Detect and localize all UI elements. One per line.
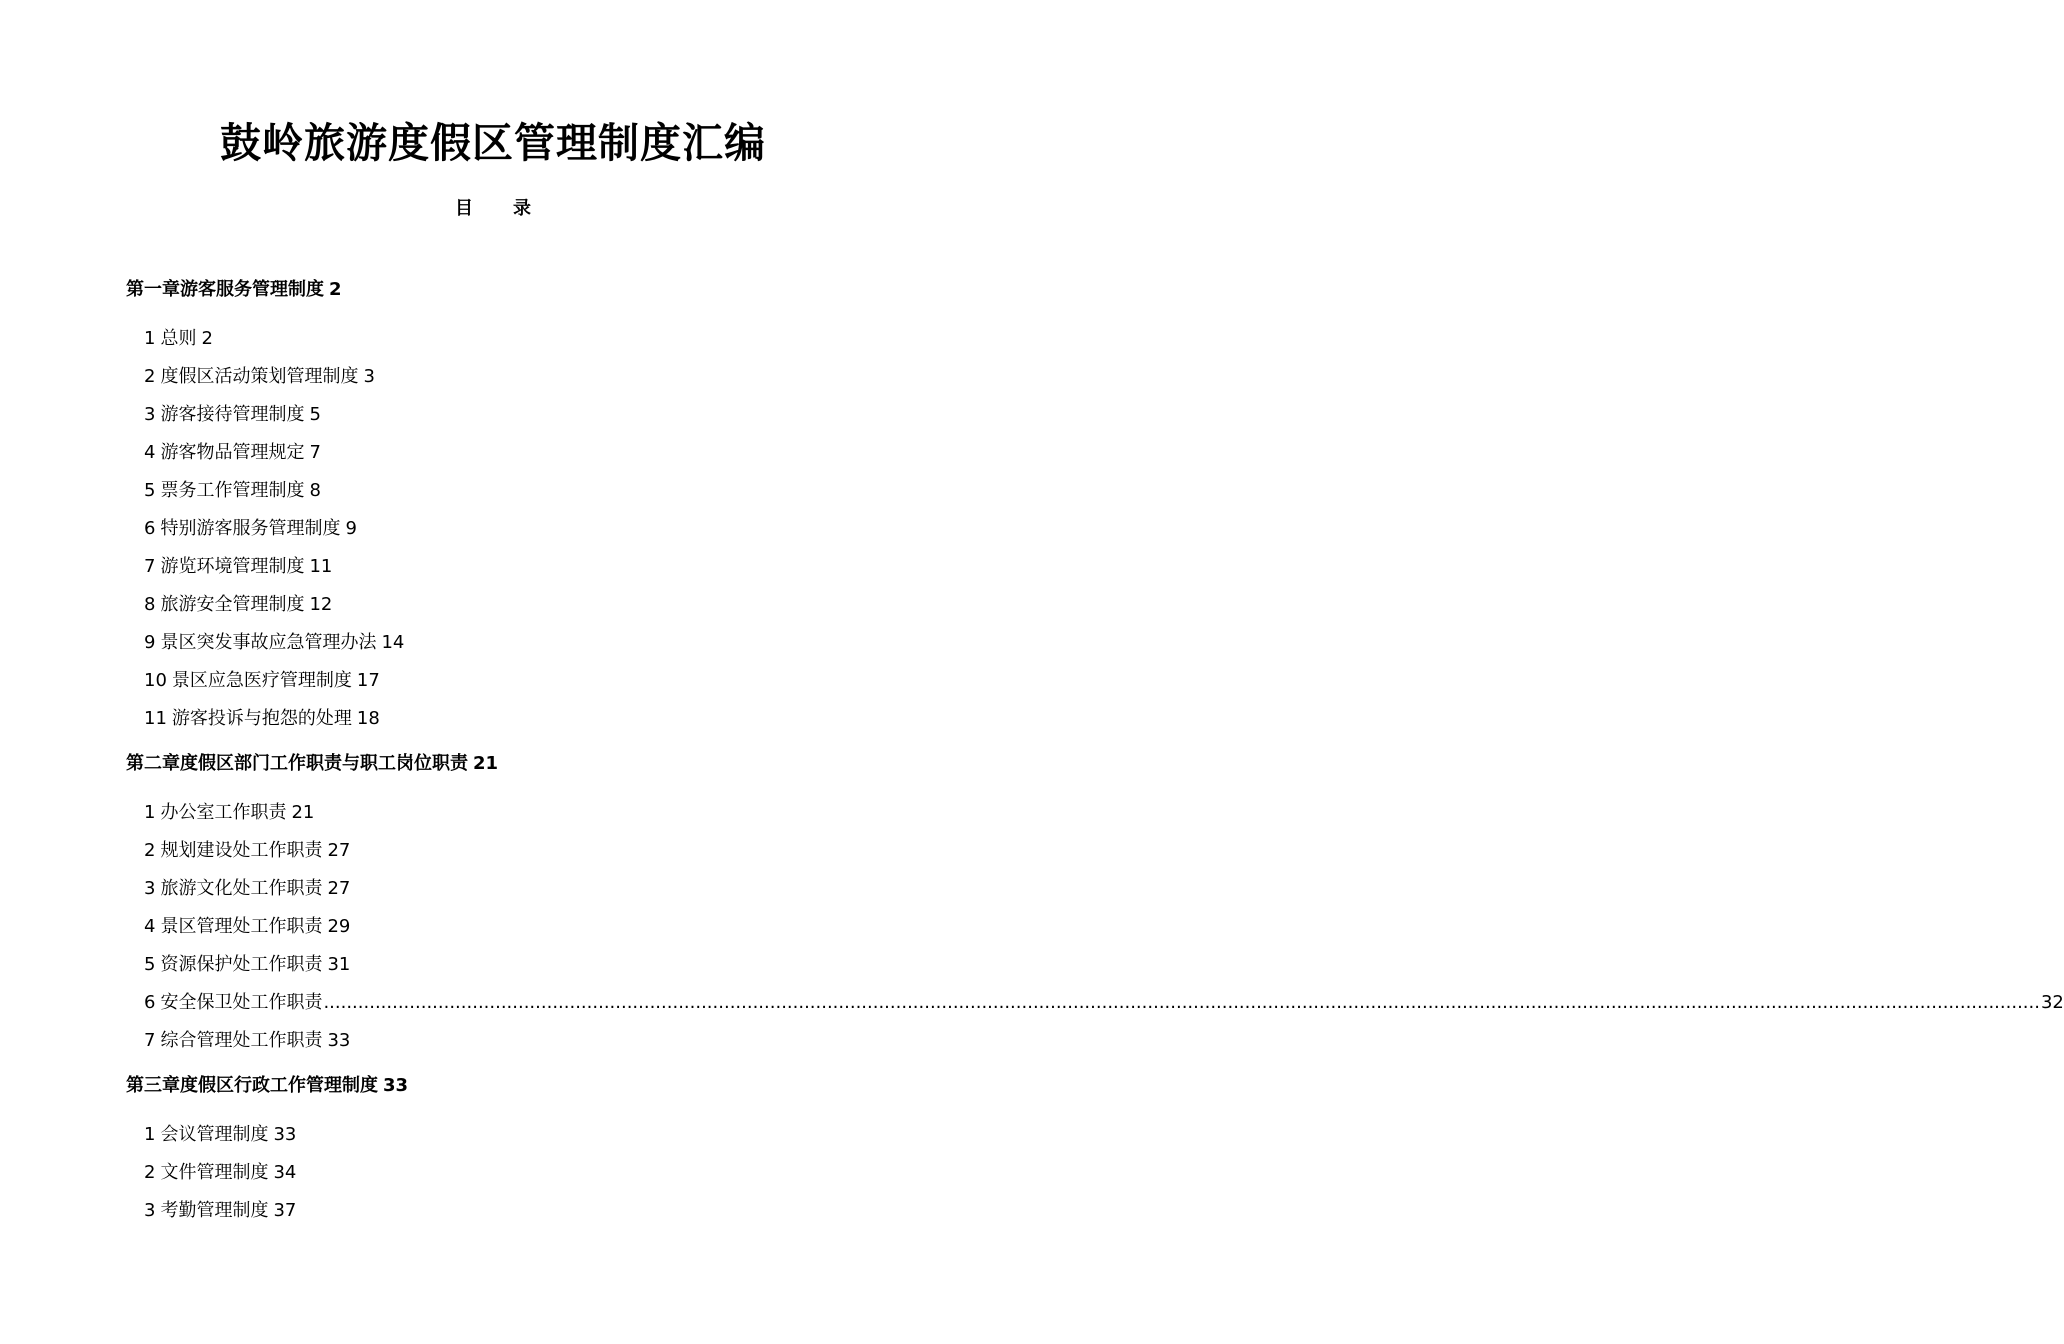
entry-title: 会议管理制度 <box>160 1124 269 1145</box>
entry-label <box>144 358 358 396</box>
entry-label <box>144 624 376 662</box>
entry-number: 11 <box>144 708 167 729</box>
entry-label <box>144 396 304 434</box>
chapter-page-number: 2 <box>329 279 342 300</box>
toc-entry[interactable] <box>126 700 866 738</box>
entry-label <box>144 586 304 624</box>
spacer <box>126 1102 866 1116</box>
entry-number: 1 <box>144 328 156 349</box>
toc-heading-char-1: 目 <box>455 198 473 219</box>
entry-page-number: 3 <box>363 366 375 387</box>
entry-page-number: 29 <box>327 916 351 937</box>
entry-title: 办公室工作职责 <box>160 802 287 823</box>
entry-title: 综合管理处工作职责 <box>160 1030 323 1051</box>
entry-label <box>144 870 322 908</box>
toc-entry[interactable] <box>126 870 866 908</box>
entry-number: 2 <box>144 366 156 387</box>
entry-title: 票务工作管理制度 <box>160 480 305 501</box>
entry-page-number: 18 <box>356 708 380 729</box>
entry-label <box>144 472 304 510</box>
entry-number: 9 <box>144 632 156 653</box>
entry-page-number: 12 <box>309 594 333 615</box>
toc-heading-char-2: 录 <box>513 198 531 219</box>
entry-number: 1 <box>144 802 156 823</box>
table-of-contents <box>126 274 2064 1230</box>
chapter-title: 第三章度假区行政工作管理制度 <box>126 1075 378 1096</box>
entry-number: 2 <box>144 840 156 861</box>
entry-page-number: 5 <box>309 404 321 425</box>
document-title: 鼓岭旅游度假区管理制度汇编 <box>220 119 766 167</box>
entry-page-number: 33 <box>273 1124 297 1145</box>
toc-entry[interactable] <box>126 1022 866 1060</box>
entry-page-number: 8 <box>309 480 321 501</box>
entry-page-number: 2 <box>201 328 213 349</box>
entry-page-number: 11 <box>309 556 333 577</box>
entry-number: 4 <box>144 442 156 463</box>
entry-label <box>144 320 196 358</box>
entry-label <box>144 984 322 1022</box>
entry-title: 游览环境管理制度 <box>160 556 305 577</box>
entry-label <box>144 946 322 984</box>
entry-number: 7 <box>144 556 156 577</box>
entry-title: 景区应急医疗管理制度 <box>171 670 352 691</box>
entry-title: 游客投诉与抱怨的处理 <box>171 708 352 729</box>
toc-chapter-heading[interactable] <box>126 274 866 306</box>
entry-number: 3 <box>144 878 156 899</box>
entry-title: 景区突发事故应急管理办法 <box>160 632 377 653</box>
toc-heading <box>0 196 950 222</box>
spacer <box>126 780 866 794</box>
entry-page-number: 21 <box>291 802 315 823</box>
toc-entry[interactable] <box>126 624 866 662</box>
entry-title: 旅游文化处工作职责 <box>160 878 323 899</box>
entry-page-number: 17 <box>356 670 380 691</box>
chapter-page-number: 33 <box>383 1075 409 1096</box>
toc-entry[interactable] <box>126 586 866 624</box>
entry-title: 规划建设处工作职责 <box>160 840 323 861</box>
toc-entry[interactable] <box>126 396 866 434</box>
entry-label <box>144 1022 322 1060</box>
entry-number: 1 <box>144 1124 156 1145</box>
toc-entry[interactable] <box>126 1116 866 1154</box>
toc-entry[interactable] <box>126 984 2064 1022</box>
entry-label <box>144 908 322 946</box>
entry-number: 5 <box>144 954 156 975</box>
entry-number: 6 <box>144 992 156 1013</box>
entry-number: 8 <box>144 594 156 615</box>
entry-number: 10 <box>144 670 167 691</box>
toc-chapter-heading[interactable] <box>126 1070 866 1102</box>
entry-number: 2 <box>144 1162 156 1183</box>
toc-entry[interactable] <box>126 358 866 396</box>
entry-page-number: 34 <box>273 1162 297 1183</box>
entry-number: 3 <box>144 404 156 425</box>
chapter-title: 第一章游客服务管理制度 <box>126 279 324 300</box>
entry-page-number: 27 <box>327 840 351 861</box>
entry-title: 游客接待管理制度 <box>160 404 305 425</box>
spacer <box>126 306 866 320</box>
toc-entry[interactable] <box>126 510 866 548</box>
entry-title: 旅游安全管理制度 <box>160 594 305 615</box>
entry-title: 景区管理处工作职责 <box>160 916 323 937</box>
entry-label <box>144 1154 268 1192</box>
entry-page-number: 32 <box>2040 992 2064 1013</box>
entry-title: 游客物品管理规定 <box>160 442 305 463</box>
entry-page-number: 14 <box>381 632 405 653</box>
toc-entry[interactable] <box>126 908 866 946</box>
toc-entry[interactable] <box>126 1154 866 1192</box>
toc-entry[interactable] <box>126 662 866 700</box>
entry-number: 5 <box>144 480 156 501</box>
spacer <box>126 738 866 748</box>
entry-title: 度假区活动策划管理制度 <box>160 366 359 387</box>
chapter-page-number: 21 <box>473 753 499 774</box>
entry-page-number: 31 <box>327 954 351 975</box>
entry-label <box>144 832 322 870</box>
entry-label <box>144 700 352 738</box>
entry-number: 6 <box>144 518 156 539</box>
dot-leader: ............................................................................................................................................................................................................................................................................................................ <box>323 992 2040 1013</box>
entry-label <box>144 548 304 586</box>
entry-page-number: 33 <box>327 1030 351 1051</box>
entry-label <box>144 794 286 832</box>
toc-entry[interactable] <box>126 832 866 870</box>
entry-label <box>144 434 304 472</box>
entry-number: 3 <box>144 1200 156 1221</box>
entry-title: 文件管理制度 <box>160 1162 269 1183</box>
entry-title: 安全保卫处工作职责 <box>160 992 323 1013</box>
toc-entry[interactable] <box>126 548 866 586</box>
entry-title: 特别游客服务管理制度 <box>160 518 341 539</box>
entry-label <box>144 510 340 548</box>
entry-title: 资源保护处工作职责 <box>160 954 323 975</box>
toc-entry[interactable] <box>126 434 866 472</box>
entry-page-number: 9 <box>345 518 357 539</box>
toc-entry[interactable] <box>126 472 866 510</box>
toc-chapter-heading[interactable] <box>126 748 866 780</box>
toc-entry[interactable] <box>126 946 866 984</box>
entry-number: 4 <box>144 916 156 937</box>
entry-page-number: 7 <box>309 442 321 463</box>
entry-title: 考勤管理制度 <box>160 1200 269 1221</box>
spacer <box>126 1060 866 1070</box>
chapter-title: 第二章度假区部门工作职责与职工岗位职责 <box>126 753 468 774</box>
entry-label <box>144 662 352 700</box>
entry-number: 7 <box>144 1030 156 1051</box>
entry-label <box>144 1192 268 1230</box>
toc-entry[interactable] <box>126 1192 866 1230</box>
entry-page-number: 37 <box>273 1200 297 1221</box>
entry-page-number: 27 <box>327 878 351 899</box>
toc-entry[interactable] <box>126 794 866 832</box>
toc-entry[interactable] <box>126 320 866 358</box>
entry-label <box>144 1116 268 1154</box>
entry-title: 总则 <box>160 328 197 349</box>
